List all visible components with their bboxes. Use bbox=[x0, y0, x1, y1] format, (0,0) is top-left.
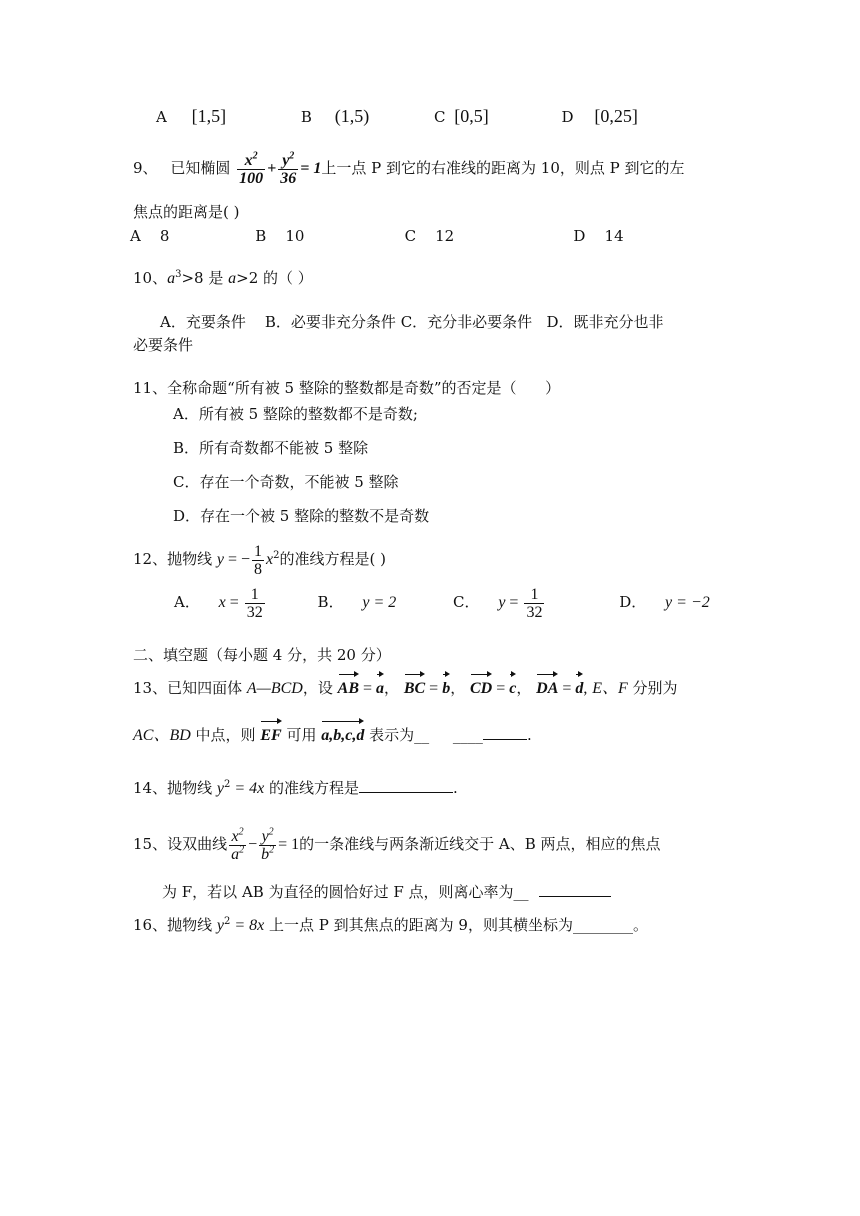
q16-answer-blank[interactable]: ________ bbox=[572, 916, 633, 934]
q14-pre: 14、抛物线 bbox=[133, 779, 217, 797]
q15-stem: 15、设双曲线 $\frac{x^2}{a^2}$ − $\frac{y^2}{b^2}$ = 1的一条准线与两条渐近线交于 A、B 两点，相应的焦点 bbox=[133, 826, 661, 863]
q12-d-label: D． bbox=[619, 593, 647, 611]
q13-vectors-abcd: a,b,c,d bbox=[321, 719, 364, 749]
q16-stem: 16、抛物线 $y^2 = 8x$ 上一点 P 到其焦点的距离为 9，则其横坐标为________。 bbox=[133, 916, 648, 934]
q10-number: 10、 bbox=[133, 269, 168, 287]
q8-a-value: [1,5] bbox=[191, 106, 227, 126]
q12-c-fraction: $\frac{1}{32}$ bbox=[526, 585, 543, 621]
q13-vector-cd: CD bbox=[470, 672, 492, 702]
q9-line2: 焦点的距离是( ) bbox=[133, 203, 240, 221]
q10-var-a2: a bbox=[228, 270, 237, 287]
q9-fraction-x: $\frac{x^2}{100}$ bbox=[239, 150, 264, 187]
q9-equals: = 1 bbox=[300, 160, 322, 177]
q12-a-label: A． bbox=[174, 593, 200, 611]
q8-options bbox=[156, 106, 638, 127]
q10-exponent: 3 bbox=[175, 269, 182, 280]
q12-stem bbox=[133, 542, 386, 578]
q9-fraction-y: $\frac{y^2}{36}$ bbox=[280, 150, 297, 187]
q12-options: A． x = $\frac{1}{32}$ B． y = 2 C． y = $\frac{1}{32}$ D． y = −2 bbox=[174, 585, 710, 621]
q8-c-label: C bbox=[434, 108, 446, 126]
q13-vector-a: a bbox=[376, 672, 384, 702]
q9-stem bbox=[133, 150, 685, 187]
q14-answer-blank[interactable] bbox=[359, 778, 453, 793]
q9-number: 9、 bbox=[133, 159, 158, 177]
q13-set: ，设 bbox=[302, 679, 338, 697]
q13-vector-ab: AB bbox=[338, 672, 359, 702]
q9-pre: 已知椭圆 bbox=[170, 159, 231, 177]
q14-stem: 14、抛物线 $y^2 = 4x$ 的准线方程是 . bbox=[133, 779, 458, 797]
q9-post: 上一点 P 到它的右准线的距离为 10，则点 P 到它的左 bbox=[321, 159, 685, 177]
q10-var-a: a bbox=[167, 270, 176, 287]
q11-option-d: D．存在一个被 5 整除的整数不是奇数 bbox=[173, 507, 430, 525]
q13-points-ac-bd: AC、BD bbox=[133, 727, 191, 744]
q13-line1: 13、已知四面体 A—BCD，设 AB = a， BC = b， CD = c， DA = d, E、F 分别为 bbox=[133, 672, 678, 702]
q12-b-value: y = 2 bbox=[362, 594, 397, 611]
q13-line2: AC、BD 中点，则 EF 可用 a,b,c,d 表示为__ ____ . bbox=[133, 719, 532, 749]
q8-d-value: [0,25] bbox=[594, 106, 638, 126]
q12-a-fraction: $\frac{1}{32}$ bbox=[246, 585, 263, 621]
q12-c-lhs: y bbox=[498, 594, 506, 611]
q13-answer-blank[interactable] bbox=[483, 725, 505, 740]
q13-points-ef: E、F bbox=[592, 680, 628, 697]
q11-stem: 11、全称命题“所有被 5 整除的整数都是奇数”的否定是（ ） bbox=[133, 379, 561, 397]
q15-post: 的一条准线与两条渐近线交于 A、B 两点，相应的焦点 bbox=[299, 835, 661, 853]
q10-post: >2 的（ ） bbox=[236, 269, 313, 287]
q13-pre: 13、已知四面体 bbox=[133, 679, 247, 697]
q12-eq: = − bbox=[223, 551, 251, 568]
q15-pre: 15、设双曲线 bbox=[133, 835, 228, 853]
q12-lhs: y bbox=[216, 551, 224, 568]
q16-pre: 16、抛物线 bbox=[133, 916, 217, 934]
q15-fraction-x: $\frac{x^2}{a^2}$ bbox=[231, 826, 245, 863]
q12-x: x bbox=[266, 551, 274, 568]
q11-option-c: C．存在一个奇数，不能被 5 整除 bbox=[173, 473, 399, 491]
q11-option-a: A．所有被 5 整除的整数都不是奇数; bbox=[173, 405, 418, 423]
q12-pre: 12、抛物线 bbox=[133, 550, 213, 568]
q12-fraction: $\frac{1}{8}$ bbox=[254, 542, 263, 578]
q12-c-label: C． bbox=[453, 593, 480, 611]
q13-tetrahedron: A—BCD bbox=[246, 680, 303, 697]
q13-vector-d: d bbox=[575, 672, 583, 702]
q14-rhs: = 4x bbox=[230, 780, 265, 797]
q10-stem bbox=[133, 268, 313, 289]
section2-heading: 二、填空题（每小题 4 分，共 20 分） bbox=[133, 646, 391, 664]
q8-c-value: [0,5] bbox=[454, 106, 489, 126]
q10-options-line2: 必要条件 bbox=[133, 336, 194, 354]
q8-b-value: (1,5) bbox=[334, 106, 370, 126]
q16-rhs: = 8x bbox=[230, 917, 265, 934]
q15-line2: 为 F，若以 AB 为直径的圆恰好过 F 点，则离心率为__ bbox=[162, 882, 611, 902]
q13-vector-b: b bbox=[442, 672, 450, 702]
q12-post: 的准线方程是( ) bbox=[279, 550, 386, 568]
q8-a-label: A bbox=[156, 108, 167, 126]
q12-d-value: y = −2 bbox=[665, 594, 710, 611]
q15-answer-blank[interactable] bbox=[539, 882, 611, 897]
q10-mid: >8 是 bbox=[181, 269, 229, 287]
q11-option-b: B．所有奇数都不能被 5 整除 bbox=[173, 439, 369, 457]
q9-options: A 8 B 10 C 12 D 14 bbox=[130, 227, 624, 245]
q12-a-lhs: x bbox=[218, 594, 226, 611]
q13-vector-bc: BC bbox=[404, 672, 425, 702]
q13-vector-da: DA bbox=[536, 672, 558, 702]
q8-d-label: D bbox=[561, 108, 574, 126]
q9-plus: + bbox=[267, 160, 277, 177]
q13-vector-c: c bbox=[509, 672, 516, 702]
q12-b-label: B． bbox=[317, 593, 344, 611]
q13-vector-ef: EF bbox=[260, 719, 281, 749]
q12-exponent: 2 bbox=[273, 550, 280, 561]
q8-b-label: B bbox=[300, 108, 312, 126]
q10-options-line1: A．充要条件 B．必要非充分条件 C．充分非必要条件 D．既非充分也非 bbox=[160, 313, 664, 331]
q15-fraction-y: $\frac{y^2}{b^2}$ bbox=[261, 826, 275, 863]
